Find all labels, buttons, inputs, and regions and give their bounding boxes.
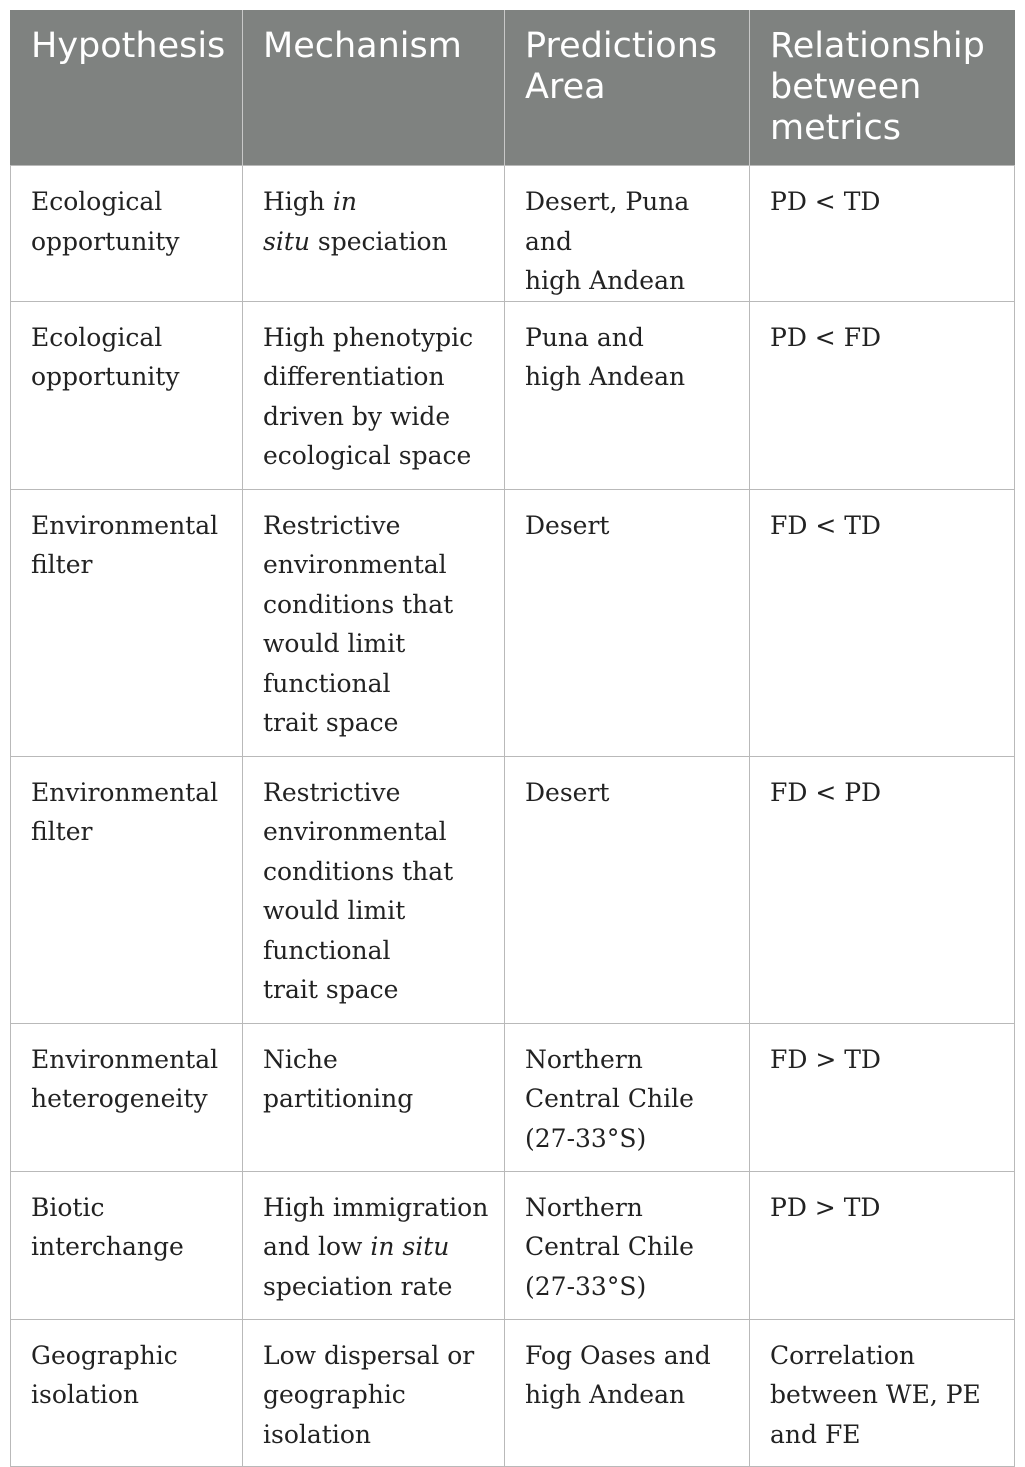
cell-line: High phenotypic [263,322,474,352]
cell-line: Geographic [31,1340,178,1370]
cell-line: Niche partitioning [263,1044,414,1113]
cell-line: (27-33°S) [525,1123,647,1153]
table-row [11,1171,1015,1319]
cell-area [505,301,750,489]
cell-line: opportunity [31,226,180,256]
cell-italic-text: in [332,187,357,216]
cell-relationship [750,1319,1015,1466]
cell-line: filter [31,817,93,846]
header-text: between [770,67,922,107]
cell-area [505,1319,750,1466]
cell-line: driven by wide [263,401,451,431]
header-mechanism [243,11,505,166]
cell-line: conditions that [263,856,454,886]
cell-italic-text: in situ [370,1232,450,1261]
cell-line [263,1227,490,1267]
cell-line: Ecological [31,187,163,216]
header-text: Area [525,67,606,107]
cell-line: (27-33°S) [525,1271,647,1301]
cell-line: environmental [263,817,447,846]
cell-hypothesis [11,489,243,756]
table-row [11,301,1015,489]
cell-line: PD < FD [770,322,882,352]
cell-relationship [750,166,1015,302]
cell-hypothesis [11,756,243,1023]
cell-mechanism [243,1023,505,1171]
cell-line: Biotic [31,1192,105,1222]
header-text: Mechanism [263,26,462,66]
cell-line: Desert [525,510,610,540]
cell-line: Central Chile [525,1084,694,1113]
cell-line: PD < TD [770,187,881,216]
cell-line [263,222,490,262]
cell-mechanism [243,1319,505,1466]
cell-relationship [750,1171,1015,1319]
cell-line: Central Chile [525,1232,694,1261]
cell-line: Desert [525,777,610,807]
cell-line: High immigration [263,1192,489,1222]
cell-line: high Andean [525,1380,686,1409]
header-hypothesis [11,11,243,166]
cell-text: and low [263,1232,371,1261]
cell-line: Environmental [31,510,219,540]
cell-line: heterogeneity [31,1084,208,1113]
cell-line: differentiation [263,362,445,391]
cell-mechanism [243,489,505,756]
cell-area [505,166,750,302]
table-row [11,1319,1015,1466]
cell-line: ecological space [263,441,472,470]
cell-line: high Andean [525,362,686,391]
header-text: Hypothesis [31,26,226,66]
cell-line: Environmental [31,777,219,807]
cell-line: environmental [263,550,447,579]
cell-hypothesis [11,301,243,489]
cell-line: geographic [263,1380,406,1409]
cell-line: Puna and [525,322,644,352]
cell-line: PD > TD [770,1192,881,1222]
cell-area [505,1171,750,1319]
cell-line: opportunity [31,362,180,391]
cell-line: Correlation [770,1340,915,1370]
cell-hypothesis [11,1319,243,1466]
cell-line: isolation [31,1380,139,1409]
cell-line: Northern [525,1192,643,1222]
cell-line: functional [263,935,391,965]
cell-hypothesis [11,166,243,302]
cell-line: trait space [263,708,399,737]
cell-line: Desert, Puna and [525,187,690,256]
cell-area [505,489,750,756]
cell-line: FD < TD [770,510,881,540]
header-text: Relationship [770,26,985,66]
cell-line: would limit [263,896,406,925]
cell-line: Fog Oases and [525,1340,711,1370]
cell-line: high Andean [525,266,686,295]
cell-line: interchange [31,1232,184,1261]
table-row [11,489,1015,756]
cell-line: FD > TD [770,1044,881,1074]
cell-line: filter [31,550,93,579]
table-row [11,166,1015,302]
cell-relationship [750,301,1015,489]
cell-mechanism [243,301,505,489]
cell-relationship [750,1023,1015,1171]
cell-line [263,182,490,222]
cell-mechanism [243,756,505,1023]
cell-hypothesis [11,1171,243,1319]
cell-line: speciation rate [263,1271,453,1301]
cell-mechanism [243,1171,505,1319]
cell-line: and FE [770,1419,861,1449]
cell-text: High [263,187,333,216]
header-predictions-area [505,11,750,166]
cell-text: speciation [309,226,448,256]
cell-line: functional [263,668,391,698]
cell-area [505,756,750,1023]
cell-relationship [750,489,1015,756]
table-row [11,756,1015,1023]
cell-line: Northern [525,1044,643,1074]
cell-line: Restrictive [263,510,401,540]
cell-line: Ecological [31,322,163,352]
cell-line: Restrictive [263,777,401,807]
cell-line: between WE, PE [770,1380,981,1409]
header-text: Predictions [525,26,718,66]
hypotheses-table [10,10,1015,1467]
cell-line: Environmental [31,1044,219,1074]
cell-line: trait space [263,975,399,1004]
cell-line: conditions that [263,589,454,619]
cell-mechanism [243,166,505,302]
cell-line: would limit [263,629,406,658]
cell-hypothesis [11,1023,243,1171]
cell-line: isolation [263,1419,371,1449]
cell-line: FD < PD [770,777,882,807]
table-row [11,1023,1015,1171]
header-row [11,11,1015,166]
cell-relationship [750,756,1015,1023]
cell-line: Low dispersal or [263,1340,475,1370]
cell-italic-text: situ [263,226,310,256]
header-relationship [750,11,1015,166]
header-text: metrics [770,108,901,148]
cell-area [505,1023,750,1171]
